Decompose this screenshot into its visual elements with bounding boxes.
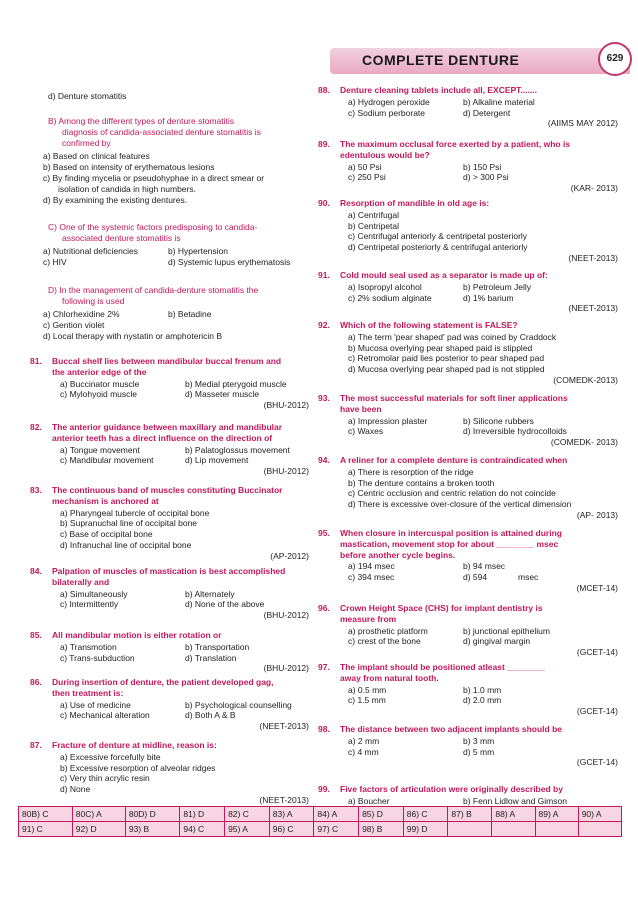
question-number: 87.	[30, 740, 42, 750]
option-text: d) Centripetal posteriorly & centrifugal anteriorly	[348, 242, 528, 253]
option-text: c) 2% sodium alginate	[348, 292, 432, 303]
question-number: 82.	[30, 422, 42, 432]
option-text: a) prosthetic platform	[348, 625, 428, 636]
option-text: b) Excessive resorption of alveolar ridges	[60, 762, 216, 773]
exam-source: (COMEDK-2013)	[553, 375, 618, 385]
answer-cell: 96) C	[269, 822, 314, 837]
question-stem: associated denture stomatitis is	[62, 233, 181, 243]
answer-cell: 87) B	[448, 807, 492, 822]
exam-source: (KAR- 2013)	[570, 183, 618, 194]
exam-source: (BHU-2012)	[263, 400, 309, 411]
question-stem: Crown Height Space (CHS) for implant dentistry is	[340, 603, 543, 613]
question-number: 96.	[318, 603, 330, 613]
option-text: a) Boucher	[348, 795, 390, 806]
answer-cell: 89) A	[535, 807, 578, 822]
option-text: c) Retromolar paid lies posterior to pear shaped pad	[348, 353, 545, 364]
option-text: b) 94 msec	[463, 561, 506, 572]
option-text: a) Impression plaster	[348, 415, 428, 426]
option-text: a) Excessive forcefully bite	[60, 751, 161, 762]
answer-cell: 85) D	[359, 807, 404, 822]
option-text: c) Centrifugal anteriorly & centripetal posteriorly	[348, 231, 528, 242]
answer-cell: 83) A	[269, 807, 314, 822]
option-text: c) 394 msec	[348, 572, 395, 583]
option-text: c) Centric occlusion and centric relation do not coincide	[348, 488, 556, 499]
question-stem: mechanism is anchored at	[52, 495, 159, 506]
option-text: b) 3 mm	[463, 735, 495, 746]
answer-cell: 92) D	[72, 822, 125, 837]
question-number: 88.	[318, 85, 330, 95]
option-text: c) Waxes	[348, 426, 384, 437]
question-stem: away from natural tooth.	[340, 672, 439, 683]
option-text: c) 1.5 mm	[348, 695, 386, 706]
question-number: 95.	[318, 528, 330, 538]
answer-cell: 99) D	[403, 822, 448, 837]
option-text: c) crest of the bone	[348, 636, 421, 647]
answer-cell: 90) A	[578, 807, 621, 822]
option-text: c) HIV	[43, 257, 67, 267]
question-stem: then treatment is:	[52, 687, 124, 698]
option-text: b) Alkaline material	[463, 96, 535, 107]
answer-cell: 80B) C	[19, 807, 73, 822]
question-stem: have been	[340, 403, 382, 414]
option-text: a) The term 'pear shaped' pad was coined by Craddock	[348, 331, 557, 342]
question-number: 83.	[30, 485, 42, 495]
option-text: a) Hydrogen peroxide	[348, 96, 430, 107]
answer-cell: 80C) A	[72, 807, 125, 822]
question-stem: confirmed by	[62, 138, 111, 148]
option-text: d) Lip movement	[185, 455, 249, 466]
option-text: b) Mucosa overlying pear shaped paid is stippled	[348, 342, 533, 353]
option-text: d) None	[60, 784, 91, 795]
option-text: b) 1.0 mm	[463, 684, 502, 695]
option-text: c) Gention violet	[43, 320, 105, 330]
option-text: d) 1% barium	[463, 292, 514, 303]
answer-cell: 95) A	[225, 822, 270, 837]
question-stem: Denture cleaning tablets include all, EXCEPT.......	[340, 85, 537, 95]
question-stem: When closure in intercuspal position is attained during	[340, 528, 562, 538]
question-number: 89.	[318, 139, 330, 149]
question-stem: diagnosis of candida-associated denture stomatitis is	[62, 127, 261, 137]
answer-cell	[448, 822, 492, 837]
page-number-badge: 629	[598, 42, 632, 76]
answer-cell	[492, 822, 535, 837]
question-number: 92.	[318, 320, 330, 330]
option-text: d) None of the above	[185, 599, 265, 610]
exam-source: (BHU-2012)	[263, 610, 309, 621]
question-stem: following is used	[62, 296, 125, 306]
option-text: d) Masseter muscle	[185, 389, 260, 400]
question-stem: measure from	[340, 613, 397, 624]
option-text: c) Sodium perborate	[348, 107, 426, 118]
option-text: d) Local therapy with nystatin or amphotericin B	[43, 331, 223, 341]
answer-cell: 91) C	[19, 822, 73, 837]
question-stem: The most successful materials for soft liner applications	[340, 393, 568, 403]
exam-source: (AIIMS MAY 2012)	[547, 118, 618, 129]
answer-cell: 82) C	[225, 807, 270, 822]
answer-cell: 86) C	[403, 807, 448, 822]
question-number: 98.	[318, 724, 330, 734]
option-text: b) Hypertension	[168, 246, 229, 256]
option-text: d) By examining the existing dentures.	[43, 195, 188, 205]
option-text: d) Mucosa overlying pear shaped pad is not stippled	[348, 364, 545, 375]
option-text: b) Medial pterygoid muscle	[185, 378, 287, 389]
option-text: a) Nutritional deficiencies	[43, 246, 138, 256]
option-text: a) There is resorption of the ridge	[348, 466, 474, 477]
question-stem: The maximum occlusal force exerted by a patient, who is	[340, 139, 571, 149]
question-stem: Resorption of mandible in old age is:	[340, 198, 490, 208]
question-stem: Five factors of articulation were originally described by	[340, 784, 563, 794]
question-stem: D) In the management of candida-denture stomatitis the	[48, 285, 259, 295]
question-stem: A reliner for a complete denture is contraindicated when	[340, 455, 568, 465]
option-text: d) Systemic lupus erythematosis	[168, 257, 291, 267]
answer-key-table	[18, 806, 622, 837]
question-stem: During insertion of denture, the patient developed gag,	[52, 677, 274, 687]
exam-source: (NEET-2013)	[259, 795, 309, 805]
option-text: a) Chlorhexidine 2%	[43, 309, 120, 319]
question-block	[318, 198, 624, 278]
question-number: 84.	[30, 566, 42, 576]
question-stem: The continuous band of muscles constituting Buccinator	[52, 485, 283, 495]
option-text: d) Denture stomatitis	[48, 91, 127, 101]
question-number: 97.	[318, 662, 330, 672]
option-text: d) Infranuchal line of occipital bone	[60, 540, 192, 550]
option-text: c) By finding mycelia or pseudohyphae in a direct smear or	[43, 173, 265, 183]
exam-source: (NEET-2013)	[259, 721, 309, 732]
option-text: a) 0.5 mm	[348, 684, 387, 695]
option-text: d) 594	[463, 572, 488, 583]
answer-cell: 84) A	[314, 807, 359, 822]
option-text: b) 150 Psi	[463, 161, 502, 172]
option-text: b) Supranuchal line of occipital bone	[60, 518, 198, 529]
option-text: b) Alternately	[185, 588, 235, 599]
question-stem: Which of the following statement is FALSE?	[340, 320, 518, 330]
option-text: b) Centripetal	[348, 220, 400, 231]
option-text: c) 250 Psi	[348, 172, 386, 183]
exam-source: (AP-2012)	[270, 550, 309, 561]
question-stem: C) One of the systemic factors predisposing to candida-	[48, 222, 258, 232]
exam-source: (AP- 2013)	[576, 510, 618, 520]
option-text: c) Trans-subduction	[60, 652, 135, 663]
option-text: a) 2 mm	[348, 735, 380, 746]
option-text: b) Psychological counselling	[185, 699, 292, 710]
question-stem: The anterior guidance between maxillary and mandibular	[52, 422, 283, 432]
question-number: 99.	[318, 784, 330, 794]
question-number: 93.	[318, 393, 330, 403]
option-text: c) Mandibular movement	[60, 455, 154, 466]
option-text: b) Betadine	[168, 309, 212, 319]
question-stem: B) Among the different types of denture stomatitis	[48, 116, 234, 126]
exam-source: (NEET-2013)	[568, 253, 618, 263]
option-text: msec	[518, 572, 539, 583]
question-stem: mastication, movement stop for about ________ msec	[340, 538, 559, 549]
answer-cell: 93) B	[125, 822, 180, 837]
exam-source: (BHU-2012)	[263, 466, 309, 477]
question-stem: anterior teeth has a direct influence on the direction of	[52, 432, 273, 443]
answer-cell: 81) D	[180, 807, 225, 822]
option-text: b) Transportation	[185, 641, 250, 652]
question-stem: Fracture of denture at midline, reason is:	[52, 740, 217, 750]
option-text: a) Isopropyl alcohol	[348, 281, 422, 292]
question-stem: The implant should be positioned atleast ________	[340, 662, 546, 672]
option-text: b) Based on intensity of erythematous lesions	[43, 162, 215, 172]
option-text: a) Pharyngeal tubercle of occipital bone	[60, 507, 210, 518]
question-stem: All mandibular motion is either rotation or	[52, 630, 222, 640]
answer-cell: 80D) D	[125, 807, 180, 822]
option-text: a) Simultaneously	[60, 588, 128, 599]
question-stem: the anterior edge of the	[52, 366, 147, 377]
answer-cell: 98) B	[359, 822, 404, 837]
option-text: b) Silicone rubbers	[463, 415, 534, 426]
option-text: c) Mylohyoid muscle	[60, 389, 137, 400]
option-text: a) Based on clinical features	[43, 151, 150, 161]
answer-row	[19, 822, 622, 837]
option-text: a) 194 msec	[348, 561, 395, 572]
option-text: d) Translation	[185, 652, 237, 663]
question-block	[30, 485, 315, 565]
option-text: d) Irreversible hydrocolloids	[463, 426, 567, 437]
option-text: d) 5 mm	[463, 746, 495, 757]
question-block	[318, 455, 624, 535]
option-text: b) Palatoglossus movement	[185, 444, 290, 455]
option-text: b) junctional epithelium	[463, 625, 550, 636]
question-stem: Palpation of muscles of mastication is best accomplished	[52, 566, 286, 576]
option-text: d) gingival margin	[463, 636, 531, 647]
option-text: a) Transmotion	[60, 641, 117, 652]
question-number: 86.	[30, 677, 42, 687]
answer-cell: 97) C	[314, 822, 359, 837]
option-text: c) Very thin acrylic resin	[60, 773, 150, 784]
answer-cell: 88) A	[492, 807, 535, 822]
answer-row	[19, 807, 622, 822]
option-text: a) Use of medicine	[60, 699, 131, 710]
question-stem: The distance between two adjacent implants should be	[340, 724, 562, 734]
answer-cell: 94) C	[180, 822, 225, 837]
question-block	[318, 528, 624, 608]
question-stem: Cold mould seal used as a separator is made up of:	[340, 270, 548, 280]
exam-source: (GCET-14)	[576, 706, 618, 717]
option-text: a) Tongue movement	[60, 444, 140, 455]
option-text: a) Centrifugal	[348, 209, 400, 220]
option-text: d) Both A & B	[185, 710, 236, 721]
option-text: a) Buccinator muscle	[60, 378, 140, 389]
exam-source: (COMEDK- 2013)	[550, 437, 618, 448]
exam-source: (MCET-14)	[576, 583, 618, 593]
exam-source: (GCET-14)	[576, 757, 618, 768]
option-text: c) Intermittently	[60, 599, 119, 610]
option-text: d) There is excessive over-closure of the vertical dimension	[348, 499, 572, 510]
question-number: 91.	[318, 270, 330, 280]
question-number: 81.	[30, 356, 42, 366]
option-text: b) Petroleum Jelly	[463, 281, 532, 292]
answer-cell	[578, 822, 621, 837]
option-text: d) 2.0 mm	[463, 695, 502, 706]
question-number: 90.	[318, 198, 330, 208]
option-text: isolation of candida in high numbers.	[58, 184, 196, 194]
question-stem: bilaterally and	[52, 576, 110, 587]
exam-source: (BHU-2012)	[263, 663, 309, 674]
exam-source: (GCET-14)	[576, 647, 618, 658]
option-text: c) Mechanical alteration	[60, 710, 150, 721]
option-text: d) > 300 Psi	[463, 172, 509, 183]
question-number: 94.	[318, 455, 330, 465]
option-text: a) 50 Psi	[348, 161, 382, 172]
answer-cell	[535, 822, 578, 837]
option-text: c) Base of occipital bone	[60, 529, 153, 540]
page-title: COMPLETE DENTURE	[362, 52, 520, 68]
exam-source: (NEET-2013)	[568, 303, 618, 314]
option-text: b) The denture contains a broken tooth	[348, 477, 495, 488]
question-block	[318, 320, 624, 400]
question-stem: Buccal shelf lies between mandibular buccal frenum and	[52, 356, 282, 366]
question-number: 85.	[30, 630, 42, 640]
option-text: c) 4 mm	[348, 746, 379, 757]
question-stem: edentulous would be?	[340, 149, 430, 160]
question-stem: before another cycle begins.	[340, 549, 456, 560]
option-text: d) Detergent	[463, 107, 511, 118]
option-text: b) Fenn Lidlow and Gimson	[463, 795, 567, 806]
